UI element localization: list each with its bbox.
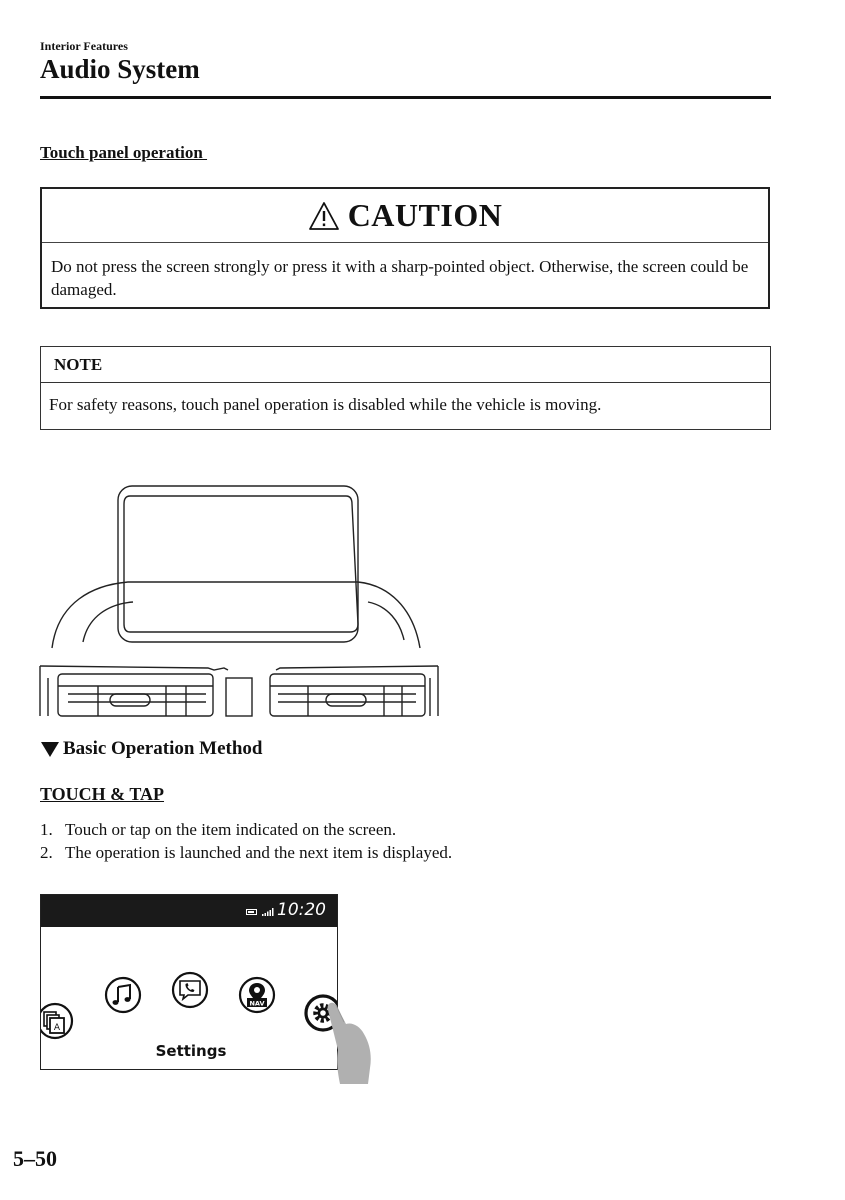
apps-icon[interactable] xyxy=(40,1001,75,1041)
note-text: For safety reasons, touch panel operation is disabled while the vehicle is moving. xyxy=(49,395,602,414)
phone-icon[interactable] xyxy=(170,970,210,1010)
warning-icon xyxy=(308,201,340,231)
battery-icon xyxy=(246,909,257,915)
touch-panel-heading: Touch panel operation xyxy=(40,143,208,162)
note-title: NOTE xyxy=(41,347,770,383)
selected-item-label: Settings xyxy=(155,1042,227,1060)
basic-operation-title: Basic Operation Method xyxy=(63,738,263,759)
step-number: 2. xyxy=(40,843,53,862)
clock: 10:20 xyxy=(277,900,326,920)
page-title: Audio System xyxy=(40,54,200,84)
status-bar xyxy=(41,895,337,927)
finger-pointer-icon xyxy=(324,996,374,1086)
basic-operation-heading xyxy=(40,738,263,760)
steps-list xyxy=(40,818,452,864)
caution-header xyxy=(42,189,768,243)
apps-badge: A xyxy=(53,1023,61,1033)
center-display-illustration xyxy=(38,482,440,718)
step-1 xyxy=(40,818,452,841)
display-screen-illustration xyxy=(40,894,338,1070)
step-text: Touch or tap on the item indicated on the screen. xyxy=(65,820,397,839)
caution-text: Do not press the screen strongly or press it with a sharp-pointed object. Otherwise, the screen could be damaged. xyxy=(51,257,749,299)
page-number: 5–50 xyxy=(13,1146,57,1171)
music-icon[interactable] xyxy=(103,975,143,1015)
caution-title: CAUTION xyxy=(347,197,503,233)
touch-tap-heading: TOUCH & TAP xyxy=(40,784,165,804)
title-rule xyxy=(40,96,771,99)
section-label: Interior Features xyxy=(40,39,128,53)
step-2 xyxy=(40,841,452,864)
step-number: 1. xyxy=(40,820,53,839)
step-text: The operation is launched and the next item is displayed. xyxy=(65,843,453,862)
caution-box xyxy=(40,187,770,309)
note-box xyxy=(40,346,771,430)
nav-badge: NAV xyxy=(249,999,265,1008)
navigation-icon[interactable] xyxy=(237,975,277,1015)
triangle-down-icon xyxy=(40,741,60,758)
signal-icon xyxy=(262,908,274,916)
